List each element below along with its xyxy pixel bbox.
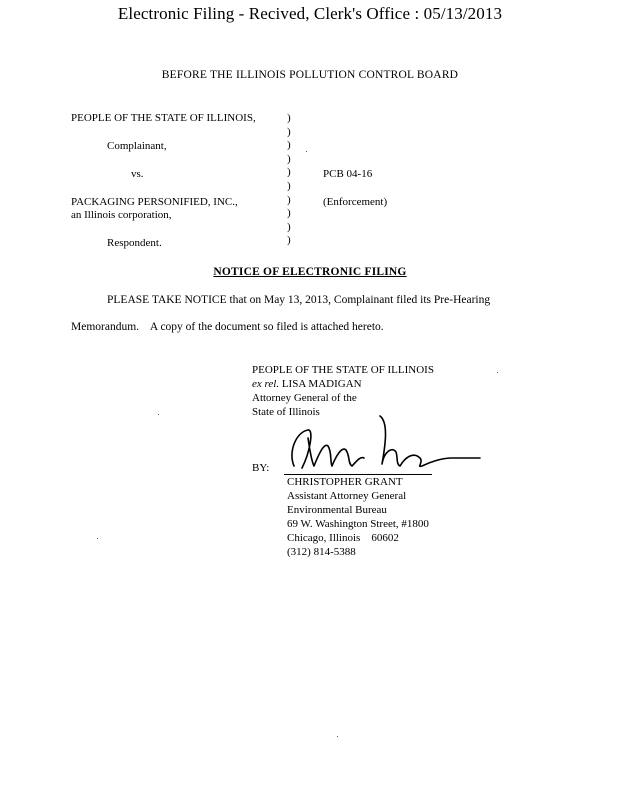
scan-speck	[97, 538, 98, 539]
sig-ex-rel-line	[252, 377, 362, 391]
caption-defendant-role: Respondent.	[107, 237, 162, 249]
sig-ag-title: Attorney General of the	[252, 392, 357, 404]
sig-signer-title: Assistant Attorney General	[287, 490, 407, 502]
sig-ag-state: State of Illinois	[252, 406, 320, 418]
caption-defendant: PACKAGING PERSONIFIED, INC.,	[71, 196, 238, 208]
caption-versus: vs.	[131, 168, 144, 180]
sig-ag-name: LISA MADIGAN	[281, 378, 362, 390]
electronic-filing-stamp: Electronic Filing - Recived, Clerk's Office : 05/13/2013	[117, 4, 503, 23]
scan-speck	[158, 414, 159, 415]
scan-speck	[337, 736, 338, 737]
caption-defendant-desc: an Illinois corporation,	[71, 209, 172, 221]
sig-city: Chicago, Illinois 60602	[287, 532, 399, 544]
board-heading: BEFORE THE ILLINOIS POLLUTION CONTROL BOARD	[161, 69, 459, 81]
notice-paragraph-line-1: PLEASE TAKE NOTICE that on May 13, 2013, Complainant filed its Pre-Hearing	[107, 294, 491, 306]
scan-speck	[306, 151, 307, 152]
sig-bureau: Environmental Bureau	[287, 504, 387, 516]
caption-plaintiff-role: Complainant,	[107, 140, 167, 152]
notice-title: NOTICE OF ELECTRONIC FILING	[213, 266, 407, 278]
sig-phone: (312) 814-5388	[287, 546, 356, 558]
sig-by-label: BY:	[252, 462, 270, 474]
case-type: (Enforcement)	[323, 196, 388, 208]
sig-ex-rel: ex rel.	[252, 378, 280, 390]
sig-street: 69 W. Washington Street, #1800	[287, 518, 429, 530]
caption-plaintiff: PEOPLE OF THE STATE OF ILLINOIS,	[71, 112, 256, 124]
sig-signer-name: CHRISTOPHER GRANT	[287, 476, 403, 488]
case-number: PCB 04-16	[323, 168, 373, 180]
notice-paragraph-line-2: Memorandum. A copy of the document so filed is attached hereto.	[71, 321, 384, 333]
scan-speck	[497, 372, 498, 373]
caption-parenthesis-column: ) ) ) ) ) ) ) ) ) )	[287, 112, 291, 247]
sig-party: PEOPLE OF THE STATE OF ILLINOIS	[252, 364, 434, 376]
